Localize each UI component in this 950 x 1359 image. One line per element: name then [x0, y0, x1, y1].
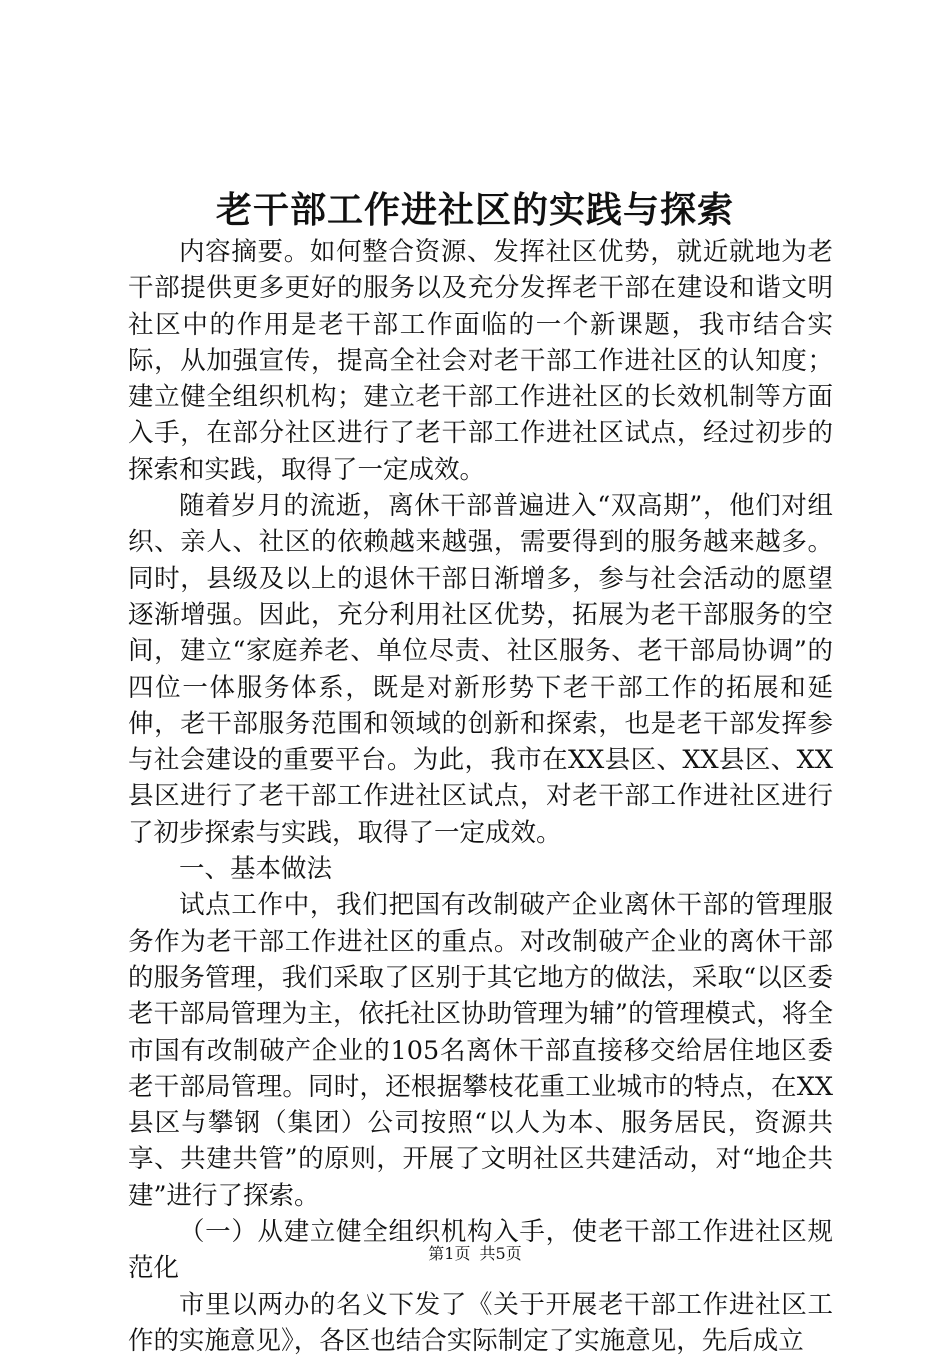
section-heading: 一、基本做法 [179, 854, 333, 885]
document-body [128, 234, 833, 1359]
page-total: 共5页 [479, 1244, 522, 1263]
subsection-heading: （一）从建立健全组织机构入手，使老干部工作进社区规范化 [128, 1217, 833, 1284]
page-footer [0, 1243, 950, 1265]
page-number: 第1页 [428, 1244, 471, 1263]
document-title: 老干部工作进社区的实践与探索 [215, 189, 734, 231]
abstract-paragraph: 内容摘要。如何整合资源、发挥社区优势，就近就地为老干部提供更多更好的服务以及充分发挥老干部在建设和谐文明社区中的作用是老干部工作面临的一个新课题，我市结合实际，从加强宣传，提高全社会对老干部工作进社区的认知度；建立健全组织机构；建立老干部工作进社区的长效机制等方面入手，在部分社区进行了老干部工作进社区试点，经过初步的探索和实践，取得了一定成效。 [128, 237, 833, 485]
intro-paragraph: 随着岁月的流逝，离休干部普遍进入“双高期”，他们对组织、亲人、社区的依赖越来越强，需要得到的服务越来越多。同时，县级及以上的退休干部日渐增多，参与社会活动的愿望逐渐增强。因此，充分利用社区优势，拓展为老干部服务的空间，建立“家庭养老、单位尽责、社区服务、老干部局协调”的四位一体服务体系，既是对新形势下老干部工作的拓展和延伸，老干部服务范围和领域的创新和探索，也是老干部发挥参与社会建设的重要平台。为此，我市在XX县区、XX县区、XX县区进行了老干部工作进社区试点，对老干部工作进社区进行了初步探索与实践，取得了一定成效。 [128, 491, 833, 848]
subsection-paragraph: 市里以两办的名义下发了《关于开展老干部工作进社区工作的实施意见》，各区也结合实际制定了实施意见，先后成立 [128, 1289, 833, 1356]
section-paragraph: 试点工作中，我们把国有改制破产企业离休干部的管理服务作为老干部工作进社区的重点。对改制破产企业的离休干部的服务管理，我们采取了区别于其它地方的做法，采取“以区委老干部局管理为主，依托社区协助管理为辅”的管理模式，将全市国有改制破产企业的105名离休干部直接移交给居住地区委老干部局管理。同时，还根据攀枝花重工业城市的特点，在XX县区与攀钢（集团）公司按照“以人为本、服务居民，资源共享、共建共管”的原则，开展了文明社区共建活动，对“地企共建”进行了探索。 [128, 890, 833, 1211]
